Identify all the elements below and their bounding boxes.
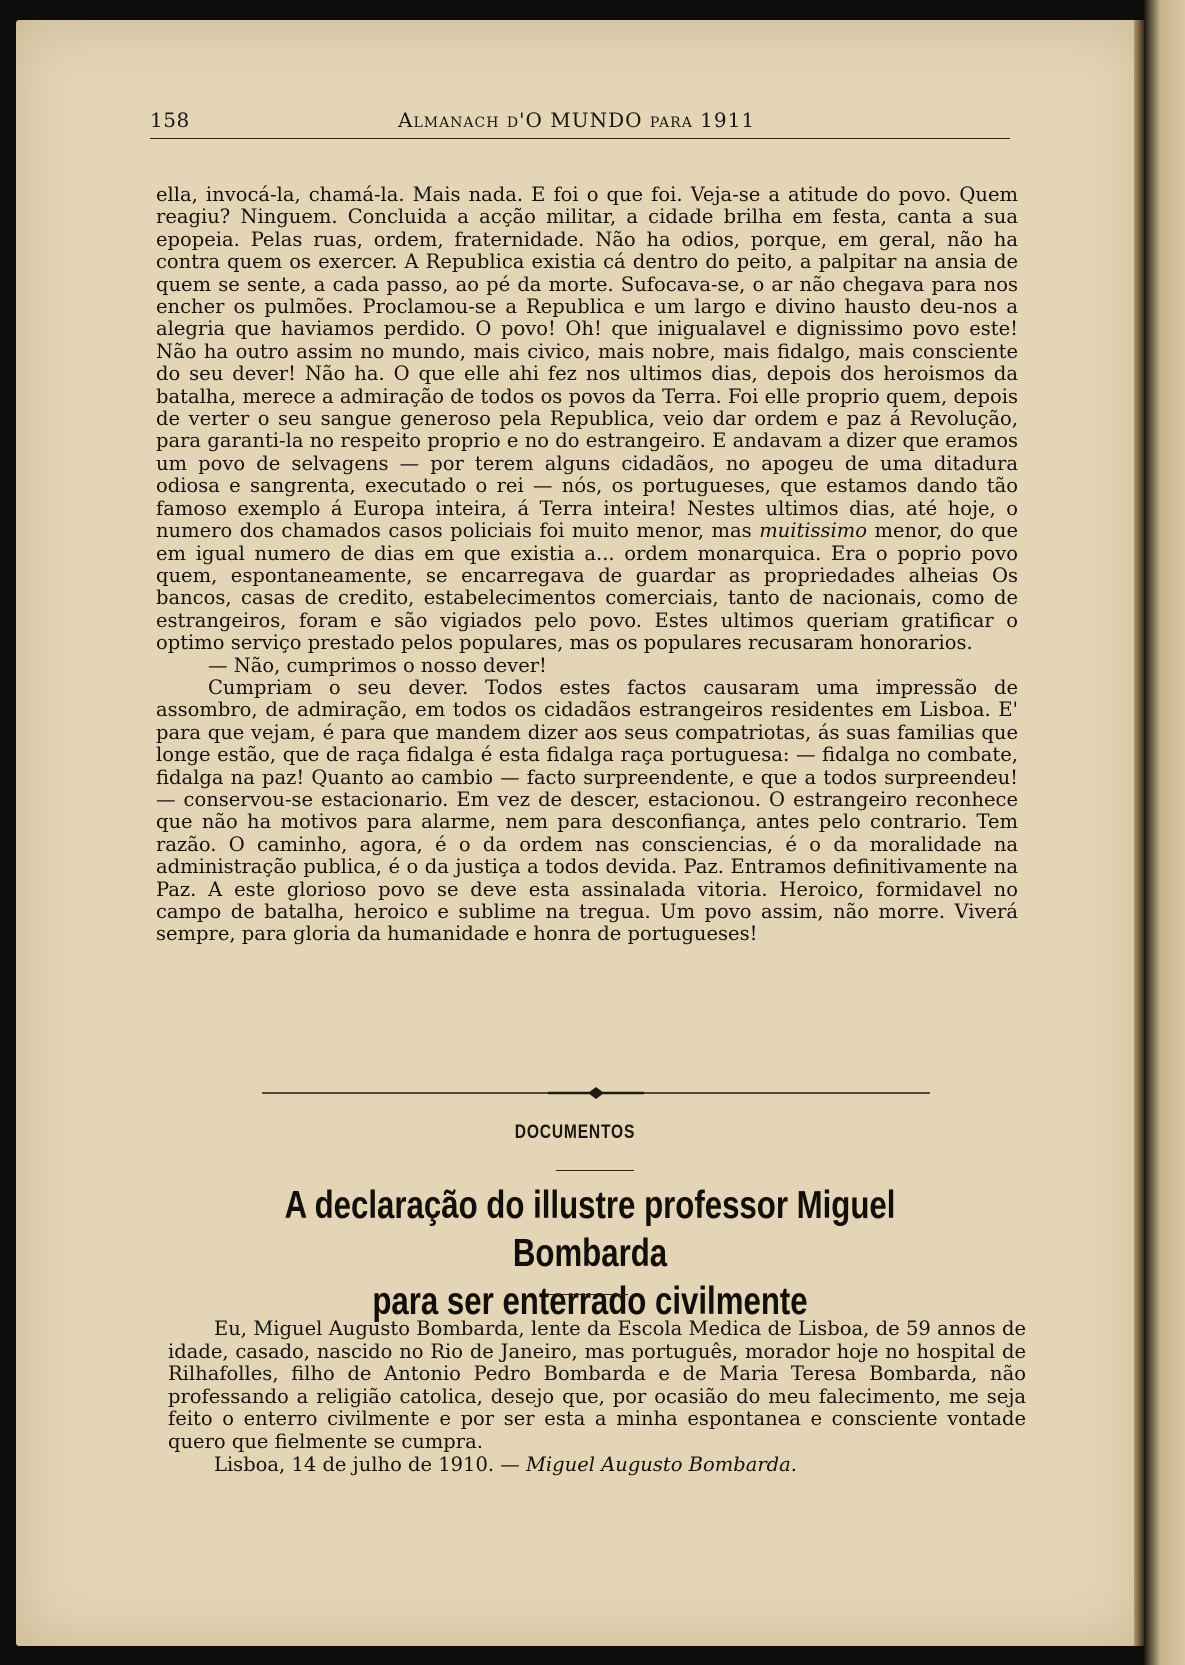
date-line: Lisboa, 14 de julho de 1910. —: [214, 1452, 520, 1476]
short-rule-upper: [556, 1170, 634, 1171]
declaration-paragraph: Eu, Miguel Augusto Bombarda, lente da Escola Medica de Lisboa, de 59 annos de idade, casado, nascido no Rio de Janeiro, mas português, morador hoje no hospital de Rilhafolles, filho de Antonio Pedro Bombarda e de Maria Teresa Bombarda, não professando a religião catolica, desejo que, por ocasião do meu falecimento, me seja feito o enterro civilmente e por ser esta a minha espontanea e consciente vontade quero que fielmente se cumpra.: [168, 1317, 1026, 1453]
book-gutter: [1144, 0, 1185, 1665]
page-edge: [1134, 20, 1144, 1646]
article-paragraph-closing: Cumpriam o seu dever. Todos estes factos causaram uma impressão de assombro, de admiração, em todos os cidadãos estrangeiros residentes em Lisboa. E' para que vejam, é para que mandem dizer aos seus compatriotas, ás suas familias que longe estão, que de raça fidalga é esta fidalga raça portuguesa: — fidalga no combate, fidalga na paz! Quanto ao cambio — facto surpreendente, e que a todos surpreendeu! — conservou-se estacionario. Em vez de descer, estacionou. O estrangeiro reconhece que não ha motivos para alarme, nem para desconfiança, antes pelo contrario. Tem razão. O caminho, agora, é o da ordem nas consciencias, é o da moralidade na administração publica, é o da justiça a todos devida. Paz. Entramos definitivamente na Paz. A este glorioso povo se deve esta assinalada vitoria. Heroico, formidavel no campo de batalha, heroico e sublime na tregua. Um povo assim, não morre. Viverá sempre, para gloria da humanidade e honra de portugueses!: [156, 675, 1018, 946]
dialogue-line: — Não, cumprimos o nosso dever!: [208, 653, 547, 677]
running-header: [150, 102, 1015, 136]
headline-line-1: A declaração do illustre professor Miguel Bombarda: [284, 1184, 896, 1275]
declaration-body: [168, 1318, 1026, 1476]
declaration-signature-line: [168, 1454, 1026, 1477]
headline-line-2: para ser enterrado civilmente: [372, 1280, 808, 1323]
article-paragraph: [156, 184, 1018, 655]
article-text-continued: menor, do que em igual numero de dias em que existia a... ordem monarquica. Era o poprio povo quem, espontaneamente, se encarregava de guardar as propriedades alheias Os bancos, casas de credito, estabelecimentos comerciais, tanto de nacionais, como de estrangeiros, foram e são vigiados pelo povo. Estes ultimos queriam gratificar o optimo serviço prestado pelos populares, mas os populares recusaram honorarios.: [156, 519, 1019, 655]
article-text: ella, invocá-la, chamá-la. Mais nada. E foi o que foi. Veja-se a atitude do povo. Quem reagiu? Ninguem. Concluida a acção militar, a cidade brilha em festa, canta a sua epopeia. Pelas ruas, ordem, fraternidade. Não ha odios, porque, em geral, não ha contra quem os exercer. A Republica existia cá dentro do peito, a palpitar na ansia de quem se sente, a cada passo, ao pé da morte. Sufocava-se, o ar não chegava para nos encher os pulmões. Proclamou-se a Republica e um largo e divino hausto deu-nos a alegria que haviamos perdido. O povo! Oh! que inigualavel e dignissimo povo este! Não ha outro assim no mundo, mais civico, mais nobre, mais fidalgo, mais consciente do seu dever! Não ha. O que elle ahi fez nos ultimos dias, depois dos heroismos da batalha, merece a admiração de todos os povos da Terra. Foi elle proprio quem, depois de verter o seu sangue generoso pela Republica, veio dar ordem e paz á Revolução, para garanti-la no respeito proprio e no do estrangeiro. E andavam a dizer que eramos um povo de selvagens — por terem alguns cidadãos, no apogeu de uma ditadura odiosa e sangrenta, executado o rei — nós, os portugueses, que estamos dando tão famoso exemplo á Europa inteira, á Terra inteira! Nestes ultimos dias, até hoje, o numero dos chamados casos policiais foi muito menor, mas: [156, 183, 1018, 543]
section-divider-ornament: [262, 1086, 930, 1100]
document-headline: [214, 1182, 966, 1326]
header-rule: [150, 138, 1010, 139]
page-number: 158: [150, 108, 190, 132]
running-title: Almanach d'O MUNDO para 1911: [398, 108, 756, 132]
signature: Miguel Augusto Bombarda.: [525, 1452, 797, 1476]
short-rule-lower: [548, 1294, 628, 1295]
article-body: [156, 184, 1018, 946]
italic-emphasis: muitissimo: [759, 519, 868, 543]
section-label: DOCUMENTOS: [514, 1122, 636, 1143]
